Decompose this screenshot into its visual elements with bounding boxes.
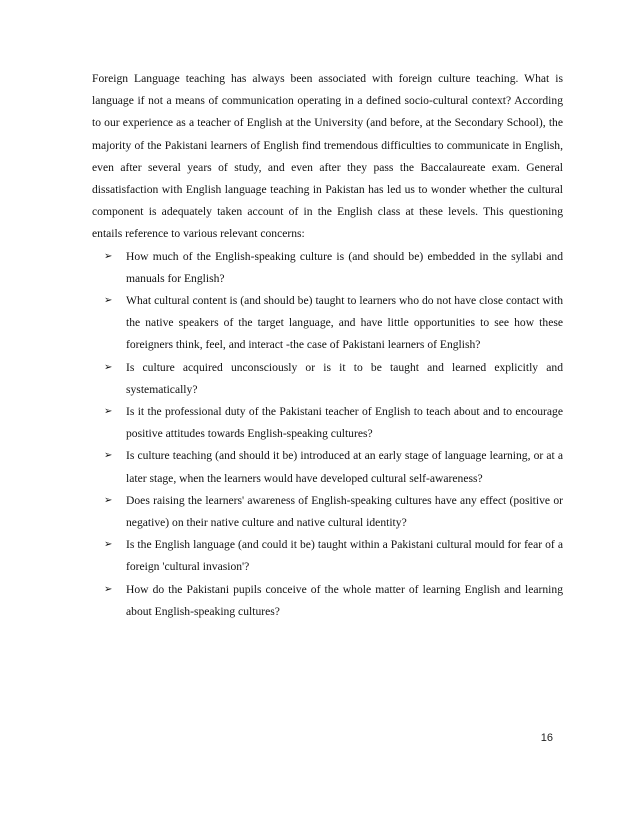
- arrow-bullet-icon: ➢: [104, 539, 113, 551]
- arrow-bullet-icon: ➢: [104, 450, 113, 462]
- concern-item: [92, 445, 563, 489]
- concern-item: [92, 490, 563, 534]
- concern-item: [92, 579, 563, 623]
- concern-item: [92, 534, 563, 578]
- concern-text: What cultural content is (and should be) taught to learners who do not have close contact with the native speakers of the target language, and have little opportunities to see how these foreigners think, feel, and interact -the case of Pakistani learners of English?: [126, 294, 563, 352]
- concern-text: Is the English language (and could it be) taught within a Pakistani cultural mould for fear of a foreign 'cultural invasion'?: [126, 538, 563, 574]
- arrow-bullet-icon: ➢: [104, 406, 113, 418]
- concern-item: [92, 401, 563, 445]
- page-body: [92, 68, 563, 623]
- concerns-list: [92, 246, 563, 623]
- concern-text: Is culture teaching (and should it be) introduced at an early stage of language learning, or at a later stage, when the learners would have developed cultural self-awareness?: [126, 449, 563, 485]
- concern-text: How much of the English-speaking culture is (and should be) embedded in the syllabi and manuals for English?: [126, 249, 563, 285]
- concern-item: [92, 290, 563, 357]
- concern-text: Does raising the learners' awareness of English-speaking cultures have any effect (positive or negative) on their native culture and native cultural identity?: [126, 493, 563, 530]
- arrow-bullet-icon: ➢: [104, 295, 113, 307]
- concern-item: [92, 357, 563, 401]
- page-number: 16: [540, 732, 553, 744]
- intro-paragraph: Foreign Language teaching has always been associated with foreign culture teaching. What is language if not a means of communication operating in a defined socio-cultural context? According to our experience as a teacher of English at the University (and before, at the Secondary School), the majority of the Pakistani learners of English find tremendous difficulties to communicate in English, even after several years of study, and even after they pass the Baccalaureate exam. General dissatisfaction with English language teaching in Pakistan has led us to wonder whether the cultural component is adequately taken account of in the English class at these levels. This questioning entails reference to various relevant concerns:: [92, 72, 563, 241]
- concern-text: Is culture acquired unconsciously or is it to be taught and learned explicitly and systematically?: [126, 360, 563, 396]
- arrow-bullet-icon: ➢: [104, 361, 113, 373]
- concern-text: Is it the professional duty of the Pakistani teacher of English to teach about and to encourage positive attitudes towards English-speaking cultures?: [126, 405, 563, 441]
- arrow-bullet-icon: ➢: [104, 250, 113, 262]
- arrow-bullet-icon: ➢: [104, 494, 113, 506]
- concern-item: [92, 246, 563, 290]
- concern-text: How do the Pakistani pupils conceive of the whole matter of learning English and learning about English-speaking cultures?: [126, 582, 563, 618]
- arrow-bullet-icon: ➢: [104, 583, 113, 595]
